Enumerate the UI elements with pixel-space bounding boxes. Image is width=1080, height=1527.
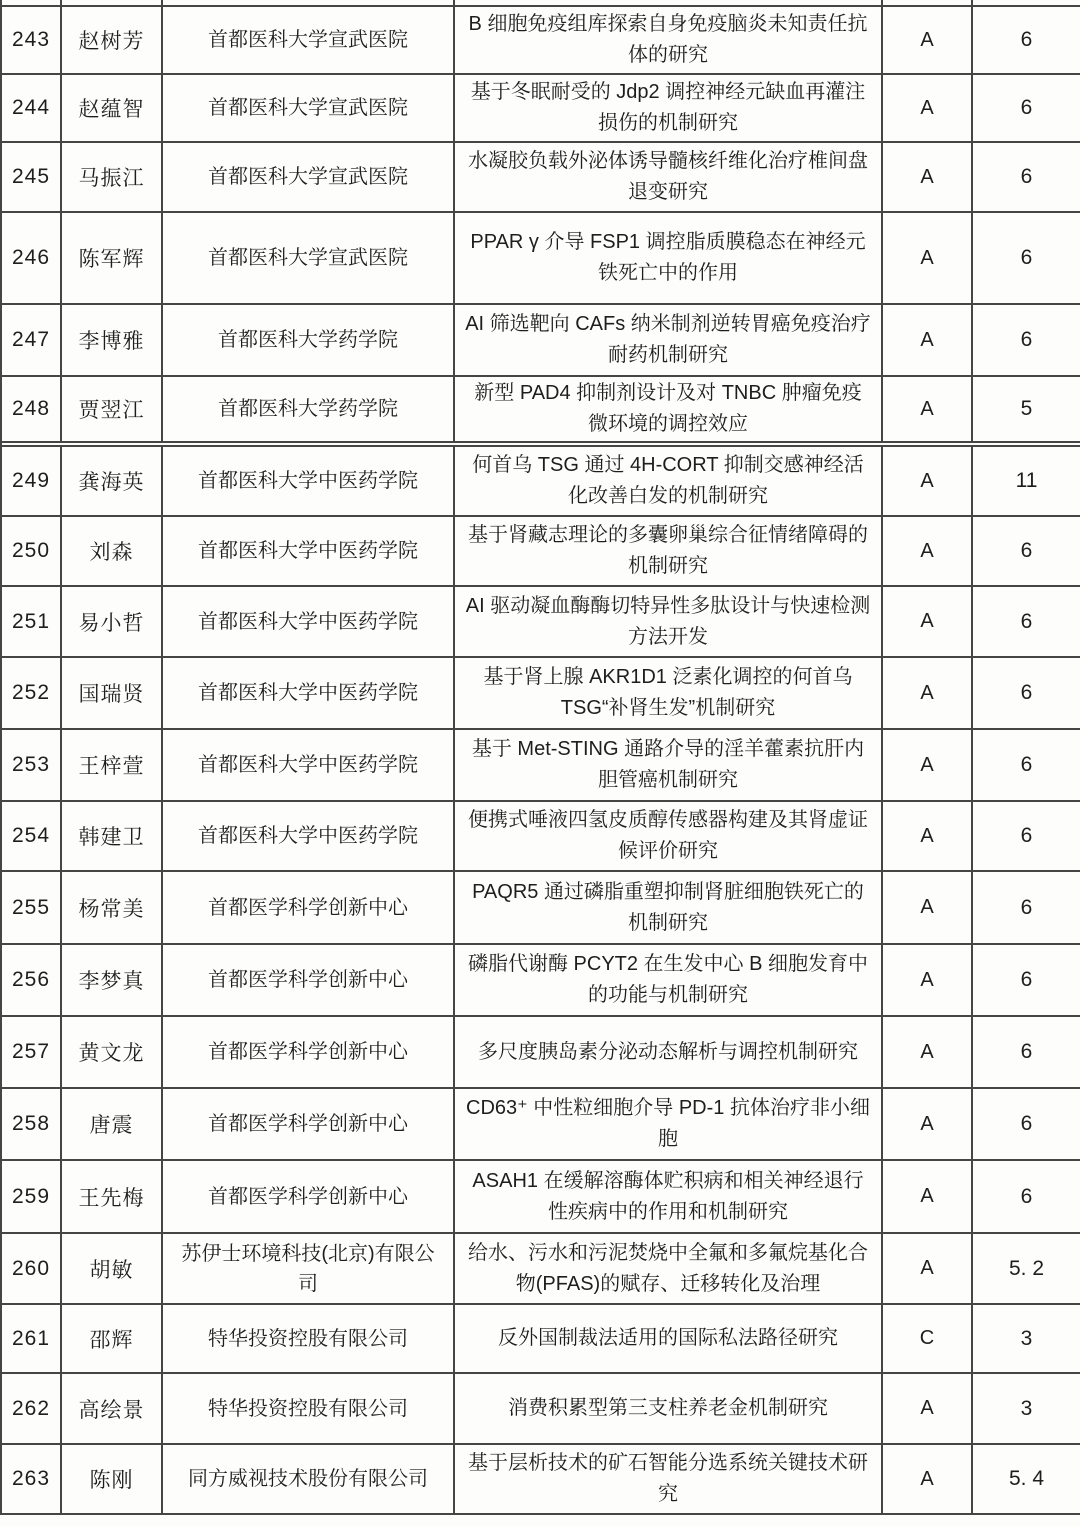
cell-project-title: 水凝胶负载外泌体诱导髓核纤维化治疗椎间盘退变研究 xyxy=(455,143,883,211)
cell-project-title: 新型 PAD4 抑制剂设计及对 TNBC 肿瘤免疫微环境的调控效应 xyxy=(455,377,883,441)
cell-grade: A xyxy=(883,1017,973,1087)
cell-amount: 5 xyxy=(1020,397,1033,420)
cell-institution: 首都医科大学中医药学院 xyxy=(163,730,455,800)
cell-row-number: 245 xyxy=(2,143,62,211)
table-row xyxy=(2,730,1080,802)
top-crop-cell xyxy=(163,0,455,5)
cell-amount: 5. 4 xyxy=(1008,1467,1045,1490)
cell-grade: A xyxy=(883,517,973,585)
cell-institution: 首都医科大学中医药学院 xyxy=(163,517,455,585)
table-row xyxy=(2,872,1080,945)
table-row xyxy=(2,1445,1080,1515)
table-row xyxy=(2,7,1080,75)
cell-row-number: 258 xyxy=(2,1089,62,1159)
cell-person-name: 马振江 xyxy=(62,143,163,211)
cell-project-title: 多尺度胰岛素分泌动态解析与调控机制研究 xyxy=(455,1017,883,1087)
cell-project-title: PAQR5 通过磷脂重塑抑制肾脏细胞铁死亡的机制研究 xyxy=(455,872,883,943)
cell-grade: A xyxy=(883,802,973,870)
cell-row-number: 247 xyxy=(2,305,62,375)
table-row xyxy=(2,143,1080,213)
cell-row-number: 250 xyxy=(2,517,62,585)
cell-institution: 首都医学科学创新中心 xyxy=(163,1089,455,1159)
cell-row-number: 261 xyxy=(2,1305,62,1372)
cell-row-number: 263 xyxy=(2,1445,62,1513)
cell-person-name: 国瑞贤 xyxy=(62,658,163,728)
cell-project-title: 何首乌 TSG 通过 4H-CORT 抑制交感神经活化改善白发的机制研究 xyxy=(455,447,883,515)
cell-institution: 首都医学科学创新中心 xyxy=(163,1161,455,1232)
cell-grade: A xyxy=(883,658,973,728)
table-row xyxy=(2,1374,1080,1445)
cell-row-number: 249 xyxy=(2,447,62,515)
table-row xyxy=(2,945,1080,1017)
table-row xyxy=(2,447,1080,517)
cell-amount: 6 xyxy=(1020,895,1033,919)
cell-grade: A xyxy=(883,7,973,73)
cell-grade: A xyxy=(883,1374,973,1443)
cell-institution: 首都医科大学中医药学院 xyxy=(163,447,455,515)
cell-project-title: AI 驱动凝血酶酶切特异性多肽设计与快速检测方法开发 xyxy=(455,587,883,656)
cell-grade: C xyxy=(883,1305,973,1372)
cell-row-number: 255 xyxy=(2,872,62,943)
table-body xyxy=(2,5,1080,1515)
cell-amount: 5. 2 xyxy=(1008,1256,1045,1280)
table-row xyxy=(2,517,1080,587)
cell-amount: 6 xyxy=(1020,246,1033,269)
top-crop-cell xyxy=(455,0,883,5)
cell-person-name: 王梓萱 xyxy=(62,730,163,800)
cell-row-number: 253 xyxy=(2,730,62,800)
cell-row-number: 259 xyxy=(2,1161,62,1232)
cell-grade: A xyxy=(883,377,973,441)
cell-amount: 6 xyxy=(1020,165,1033,188)
cell-amount: 6 xyxy=(1020,1040,1033,1063)
cell-institution: 首都医学科学创新中心 xyxy=(163,1017,455,1087)
top-crop-cell xyxy=(2,0,62,5)
cell-amount: 6 xyxy=(1020,824,1033,847)
cell-project-title: 给水、污水和污泥焚烧中全氟和多氟烷基化合物(PFAS)的赋存、迁移转化及治理 xyxy=(455,1234,883,1303)
cell-institution: 首都医学科学创新中心 xyxy=(163,945,455,1015)
cell-row-number: 252 xyxy=(2,658,62,728)
cell-institution: 首都医科大学药学院 xyxy=(163,305,455,375)
cell-person-name: 易小哲 xyxy=(62,587,163,656)
cell-institution: 首都医科大学宣武医院 xyxy=(163,75,455,141)
cell-person-name: 陈军辉 xyxy=(62,213,163,303)
cell-person-name: 杨常美 xyxy=(62,872,163,943)
cell-row-number: 244 xyxy=(2,75,62,141)
cell-person-name: 高绘景 xyxy=(62,1374,163,1443)
top-crop-cell xyxy=(883,0,973,5)
cell-person-name: 李梦真 xyxy=(62,945,163,1015)
cell-institution: 首都医学科学创新中心 xyxy=(163,872,455,943)
cell-row-number: 257 xyxy=(2,1017,62,1087)
cell-project-title: 基于 Met-STING 通路介导的淫羊藿素抗肝内胆管癌机制研究 xyxy=(455,730,883,800)
cell-project-title: 消费积累型第三支柱养老金机制研究 xyxy=(455,1374,883,1443)
cell-project-title: 基于层析技术的矿石智能分选系统关键技术研究 xyxy=(455,1445,883,1513)
table-row xyxy=(2,305,1080,377)
cell-grade: A xyxy=(883,1445,973,1513)
cell-amount: 6 xyxy=(1020,609,1033,633)
cell-project-title: 基于肾上腺 AKR1D1 泛素化调控的何首乌 TSG“补肾生发”机制研究 xyxy=(455,658,883,728)
cell-institution: 首都医科大学中医药学院 xyxy=(163,658,455,728)
cell-person-name: 赵树芳 xyxy=(62,7,163,73)
cell-row-number: 256 xyxy=(2,945,62,1015)
cell-project-title: 基于冬眠耐受的 Jdp2 调控神经元缺血再灌注损伤的机制研究 xyxy=(455,75,883,141)
table-row xyxy=(2,658,1080,730)
cell-grade: A xyxy=(883,1234,973,1303)
table-row xyxy=(2,213,1080,305)
cell-grade: A xyxy=(883,587,973,656)
cell-institution: 首都医科大学宣武医院 xyxy=(163,7,455,73)
cell-person-name: 唐震 xyxy=(62,1089,163,1159)
cell-institution: 特华投资控股有限公司 xyxy=(163,1374,455,1443)
cell-institution: 首都医科大学中医药学院 xyxy=(163,802,455,870)
cell-grade: A xyxy=(883,447,973,515)
cell-amount: 11 xyxy=(1015,469,1038,492)
cell-grade: A xyxy=(883,213,973,303)
cell-row-number: 243 xyxy=(2,7,62,73)
cell-amount: 6 xyxy=(1020,1184,1033,1208)
cell-amount: 6 xyxy=(1020,28,1033,51)
cell-amount: 6 xyxy=(1020,96,1033,119)
cell-project-title: 磷脂代谢酶 PCYT2 在生发中心 B 细胞发育中的功能与机制研究 xyxy=(455,945,883,1015)
table-row xyxy=(2,587,1080,658)
cell-amount: 3 xyxy=(1020,1396,1033,1420)
cell-project-title: 便携式唾液四氢皮质醇传感器构建及其肾虚证候评价研究 xyxy=(455,802,883,870)
table-row xyxy=(2,1305,1080,1374)
cell-project-title: 反外国制裁法适用的国际私法路径研究 xyxy=(455,1305,883,1372)
cell-project-title: B 细胞免疫组库探索自身免疫脑炎未知责任抗体的研究 xyxy=(455,7,883,73)
cell-row-number: 248 xyxy=(2,377,62,441)
cell-amount: 6 xyxy=(1020,968,1033,991)
cell-person-name: 韩建卫 xyxy=(62,802,163,870)
cell-person-name: 邵辉 xyxy=(62,1305,163,1372)
cell-project-title: 基于肾藏志理论的多囊卵巢综合征情绪障碍的机制研究 xyxy=(455,517,883,585)
table-top-crop-row xyxy=(2,0,1080,5)
cell-person-name: 贾翌江 xyxy=(62,377,163,441)
table-row xyxy=(2,802,1080,872)
cell-grade: A xyxy=(883,305,973,375)
cell-institution: 首都医科大学宣武医院 xyxy=(163,213,455,303)
cell-project-title: CD63⁺ 中性粒细胞介导 PD-1 抗体治疗非小细胞 xyxy=(455,1089,883,1159)
cell-amount: 6 xyxy=(1020,1112,1033,1135)
cell-amount: 6 xyxy=(1020,681,1033,704)
table-row xyxy=(2,1234,1080,1305)
table-row xyxy=(2,75,1080,143)
cell-project-title: PPAR γ 介导 FSP1 调控脂质膜稳态在神经元铁死亡中的作用 xyxy=(455,213,883,303)
cell-person-name: 王先梅 xyxy=(62,1161,163,1232)
cell-row-number: 246 xyxy=(2,213,62,303)
cell-project-title: AI 筛选靶向 CAFs 纳米制剂逆转胃癌免疫治疗耐药机制研究 xyxy=(455,305,883,375)
table-row xyxy=(2,1161,1080,1234)
cell-institution: 苏伊士环境科技(北京)有限公司 xyxy=(163,1234,455,1303)
cell-row-number: 262 xyxy=(2,1374,62,1443)
cell-row-number: 251 xyxy=(2,587,62,656)
cell-person-name: 黄文龙 xyxy=(62,1017,163,1087)
table-row xyxy=(2,377,1080,447)
table-row xyxy=(2,1017,1080,1089)
cell-grade: A xyxy=(883,730,973,800)
top-crop-cell xyxy=(62,0,163,5)
cell-amount: 6 xyxy=(1020,328,1033,351)
cell-person-name: 陈刚 xyxy=(62,1445,163,1513)
cell-institution: 特华投资控股有限公司 xyxy=(163,1305,455,1372)
cell-grade: A xyxy=(883,1089,973,1159)
table-row xyxy=(2,1089,1080,1161)
cell-person-name: 龚海英 xyxy=(62,447,163,515)
cell-person-name: 李博雅 xyxy=(62,305,163,375)
cell-amount: 6 xyxy=(1020,539,1033,562)
cell-grade: A xyxy=(883,872,973,943)
cell-grade: A xyxy=(883,1161,973,1232)
cell-grade: A xyxy=(883,945,973,1015)
cell-amount: 3 xyxy=(1020,1326,1033,1350)
cell-person-name: 刘森 xyxy=(62,517,163,585)
cell-grade: A xyxy=(883,75,973,141)
cell-institution: 同方威视技术股份有限公司 xyxy=(163,1445,455,1513)
cell-person-name: 胡敏 xyxy=(62,1234,163,1303)
cell-institution: 首都医科大学药学院 xyxy=(163,377,455,441)
cell-project-title: ASAH1 在缓解溶酶体贮积病和相关神经退行性疾病中的作用和机制研究 xyxy=(455,1161,883,1232)
cell-institution: 首都医科大学中医药学院 xyxy=(163,587,455,656)
cell-person-name: 赵蕴智 xyxy=(62,75,163,141)
cell-row-number: 260 xyxy=(2,1234,62,1303)
cell-amount: 6 xyxy=(1020,753,1033,776)
cell-row-number: 254 xyxy=(2,802,62,870)
top-crop-cell xyxy=(973,0,1080,5)
cell-grade: A xyxy=(883,143,973,211)
cell-institution: 首都医科大学宣武医院 xyxy=(163,143,455,211)
